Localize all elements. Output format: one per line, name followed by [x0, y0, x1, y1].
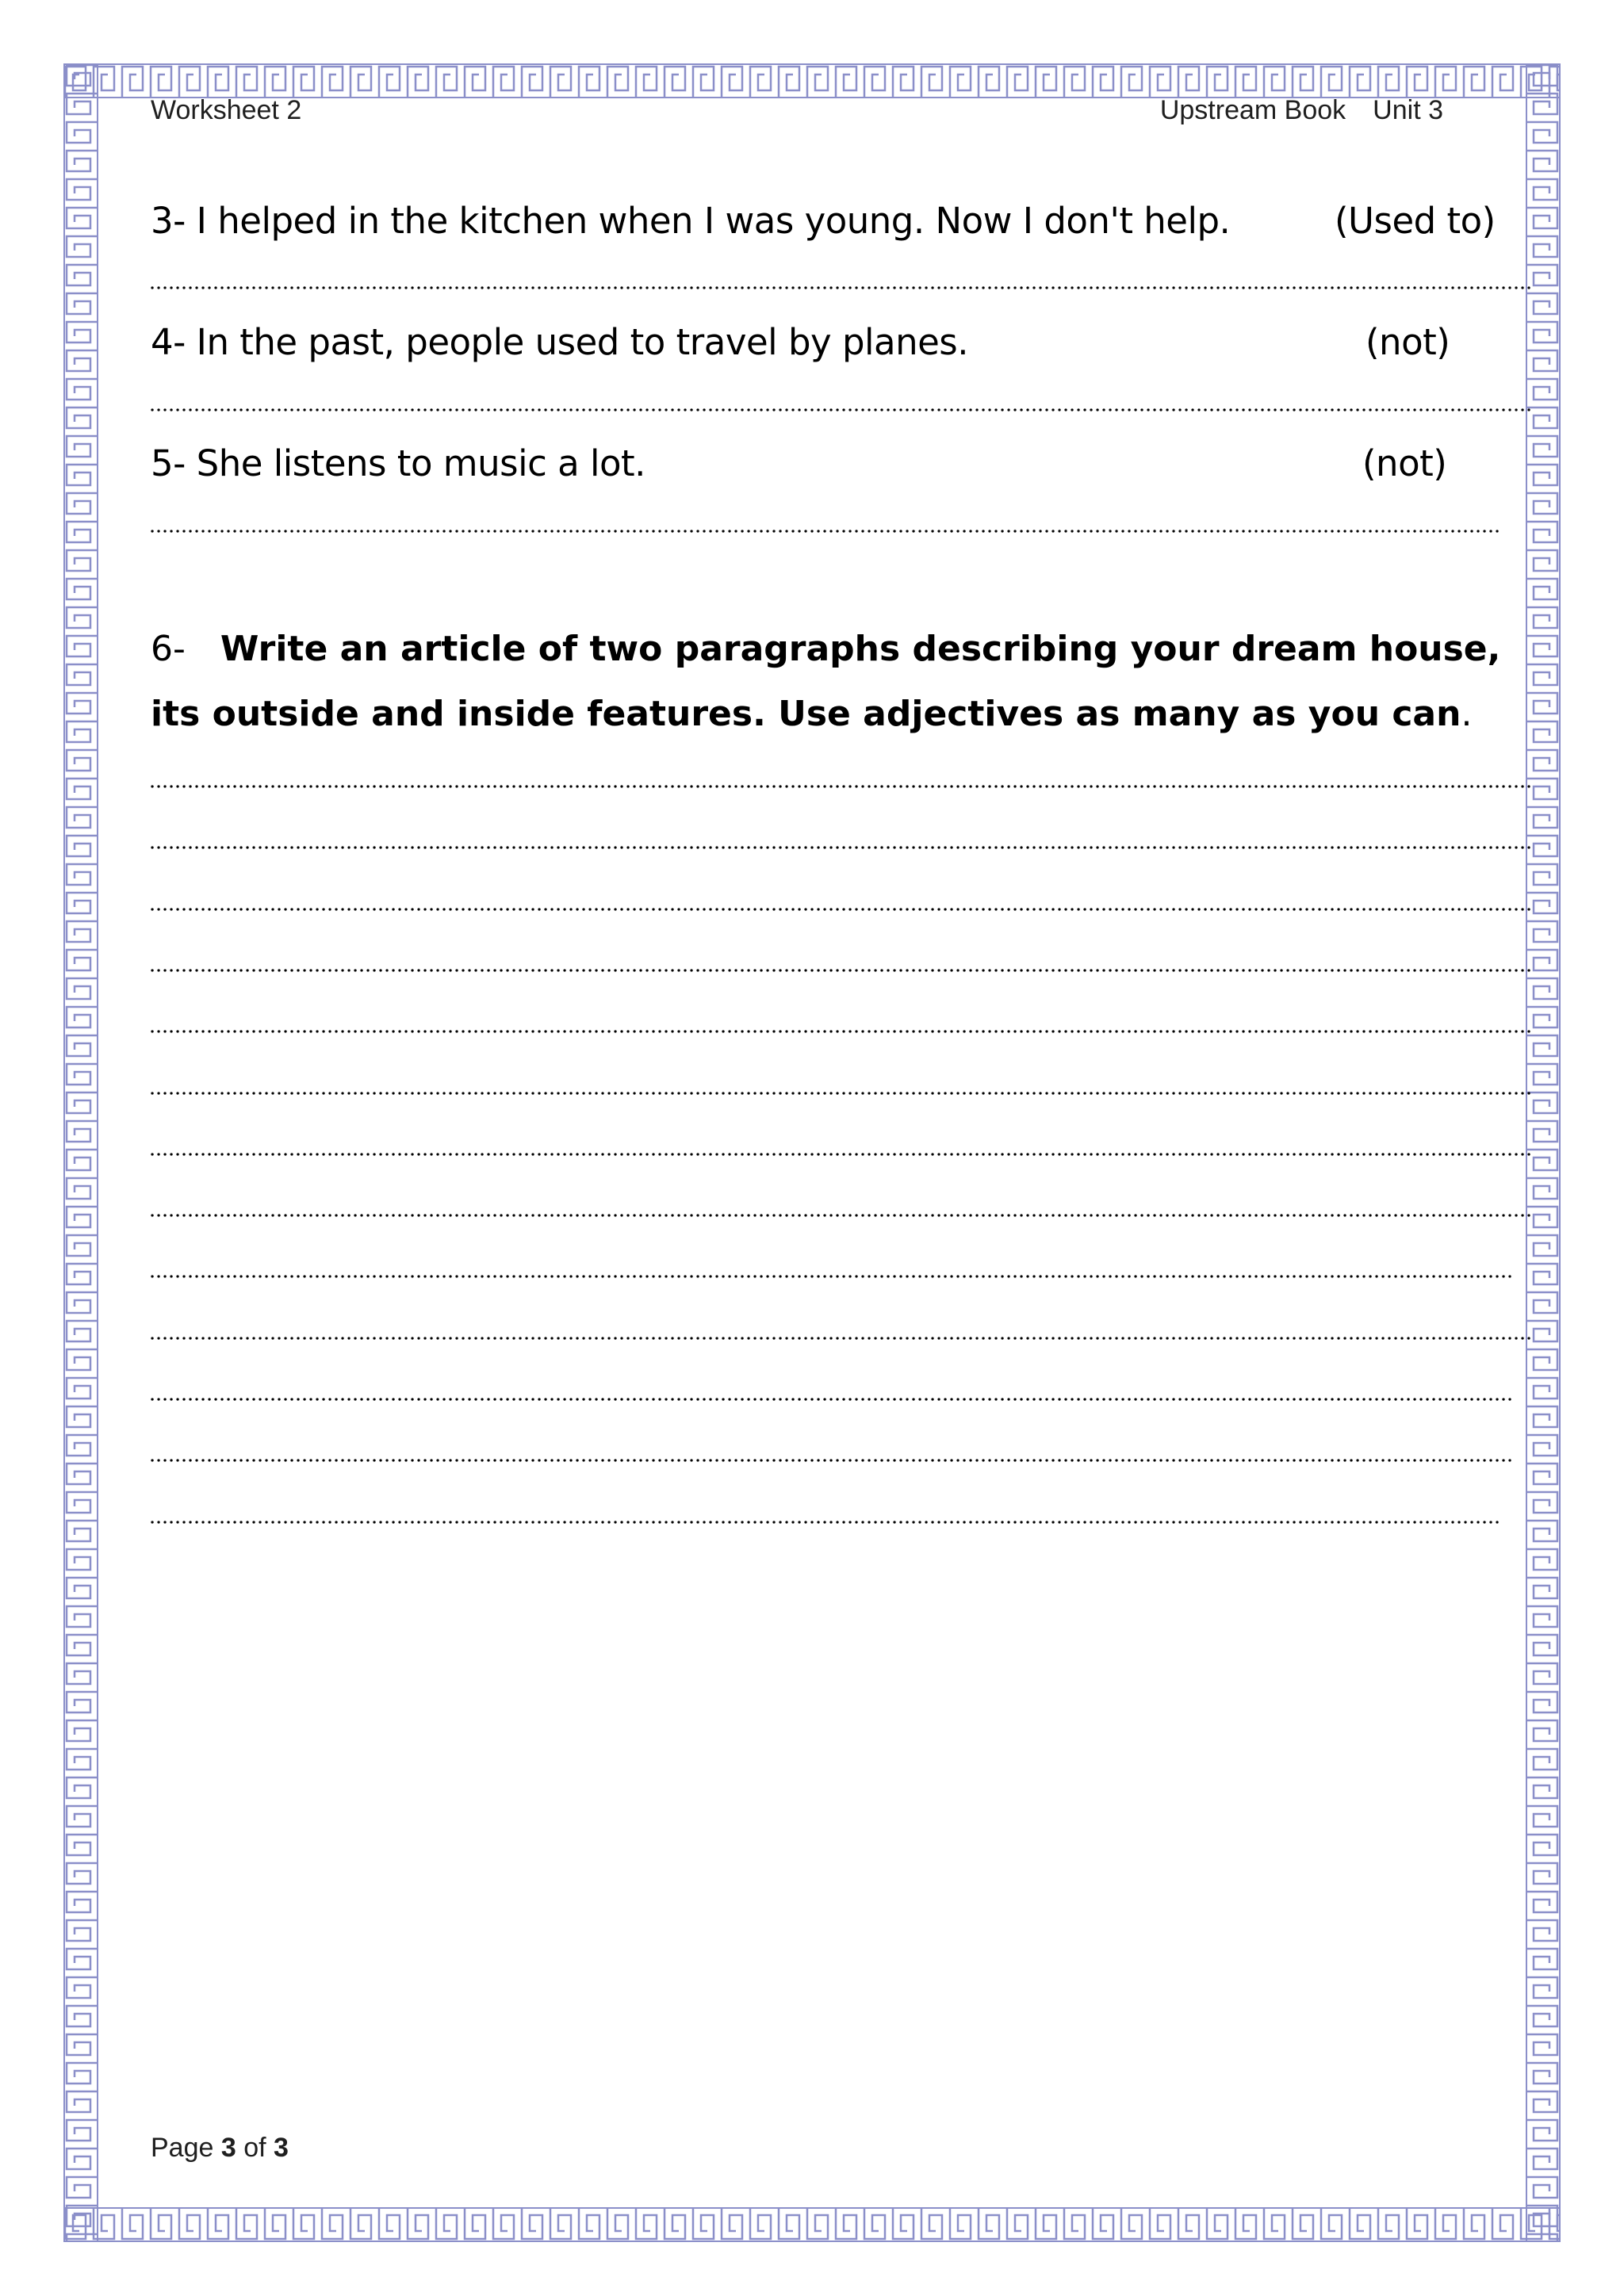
task-line-2 — [151, 682, 1546, 747]
page-border-top — [63, 63, 1561, 98]
page-current: 3 — [220, 2133, 236, 2163]
answer-line[interactable] — [151, 284, 1532, 292]
writing-line[interactable] — [151, 1334, 1532, 1342]
question-text: 5- She listens to music a lot. — [151, 442, 645, 484]
book-unit-label — [1160, 95, 1443, 126]
question-hint: (Used to) — [1335, 200, 1496, 242]
writing-line[interactable] — [151, 966, 1532, 974]
page-mid: of — [236, 2133, 274, 2163]
question-3 — [151, 200, 1534, 247]
writing-line[interactable] — [151, 1272, 1515, 1280]
task-instruction-2: its outside and inside features. Use adjectives as many as you can — [151, 694, 1461, 734]
writing-line[interactable] — [151, 1456, 1515, 1464]
task-period: . — [1461, 694, 1473, 734]
answer-line[interactable] — [151, 527, 1503, 535]
writing-task — [151, 617, 1546, 747]
answer-line[interactable] — [151, 406, 1532, 414]
book-name: Upstream Book — [1159, 95, 1346, 125]
writing-line[interactable] — [151, 1027, 1532, 1035]
writing-line[interactable] — [151, 1518, 1503, 1526]
worksheet-label: Worksheet 2 — [151, 95, 302, 125]
question-4 — [151, 321, 1534, 369]
page-border-bottom — [63, 2207, 1561, 2242]
question-hint: (not) — [1365, 321, 1450, 363]
writing-line[interactable] — [151, 1395, 1515, 1403]
unit-name: Unit 3 — [1373, 95, 1443, 125]
question-hint: (not) — [1362, 442, 1447, 484]
writing-line[interactable] — [151, 1211, 1532, 1219]
task-instruction-1: Write an article of two paragraphs describing your dream house, — [220, 629, 1501, 669]
writing-line[interactable] — [151, 1150, 1532, 1158]
writing-line[interactable] — [151, 783, 1532, 790]
page-border-left — [63, 63, 98, 2242]
page-prefix: Page — [151, 2133, 221, 2163]
question-text: 3- I helped in the kitchen when I was young. Now I don't help. — [151, 200, 1231, 242]
page-number — [151, 2133, 289, 2164]
page-total: 3 — [274, 2133, 289, 2163]
task-line-1 — [151, 617, 1546, 682]
writing-line[interactable] — [151, 905, 1532, 913]
task-number: 6- — [151, 629, 186, 669]
question-5 — [151, 442, 1534, 490]
question-text: 4- In the past, people used to travel by planes. — [151, 321, 969, 363]
writing-line[interactable] — [151, 844, 1532, 851]
writing-line[interactable] — [151, 1089, 1532, 1097]
